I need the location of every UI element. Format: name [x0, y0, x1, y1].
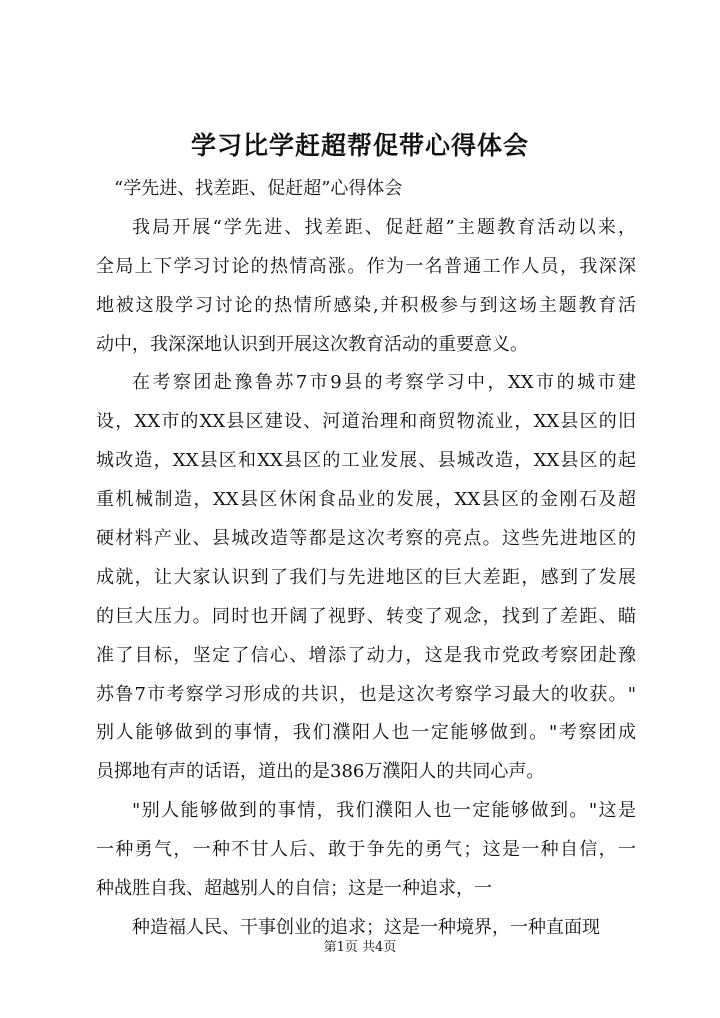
document-body [96, 170, 636, 948]
paragraph-line: 一种勇气，一种不甘人后、敢于争先的勇气；这是一种自信，一 [96, 839, 636, 861]
paragraph-line: 准了目标，坚定了信心、增添了动力，这是我市党政考察团赴豫 [96, 644, 636, 666]
paragraph-line: 设，XX市的XX县区建设、河道治理和商贸物流业，XX县区的旧 [96, 411, 636, 433]
paragraph-line: 员掷地有声的话语，道出的是386万濮阳人的共同心声。 [96, 761, 545, 783]
paragraph-line: 我局开展“学先进、找差距、促赶超”主题教育活动以来， [132, 216, 636, 238]
paragraph-line: 动中，我深深地认识到开展这次教育活动的重要意义。 [96, 333, 528, 355]
paragraph-line: 重机械制造，XX县区休闲食品业的发展，XX县区的金刚石及超 [96, 489, 636, 511]
paragraph-line: 种造福人民、干事创业的追求；这是一种境界，一种直面现 [132, 916, 600, 938]
paragraph-line: 硬材料产业、县城改造等都是这次考察的亮点。这些先进地区的 [96, 528, 636, 550]
paragraph-line: 城改造，XX县区和XX县区的工业发展、县城改造，XX县区的起 [96, 450, 636, 472]
paragraph-line: 成就，让大家认识到了我们与先进地区的巨大差距，感到了发展 [96, 566, 636, 588]
paragraph-line: 种战胜自我、超越别人的自信；这是一种追求，一 [96, 878, 492, 900]
paragraph-line: 全局上下学习讨论的热情高涨。作为一名普通工作人员，我深深 [96, 255, 636, 277]
document-subtitle: “学先进、找差距、促赶超”心得体会 [114, 178, 403, 199]
paragraph-line: 在考察团赴豫鲁苏7市9县的考察学习中，XX市的城市建 [132, 372, 636, 394]
page-indicator: 第1页 共4页 [323, 940, 397, 955]
paragraph-line: "别人能够做到的事情，我们濮阳人也一定能够做到。"这是 [132, 800, 636, 822]
paragraph-line: 的巨大压力。同时也开阔了视野、转变了观念，找到了差距、瞄 [96, 605, 636, 627]
paragraph-line: 苏鲁7市考察学习形成的共识，也是这次考察学习最大的收获。" [96, 683, 636, 705]
paragraph-line: 别人能够做到的事情，我们濮阳人也一定能够做到。"考察团成 [96, 722, 636, 744]
paragraph-line: 地被这股学习讨论的热情所感染,并积极参与到这场主题教育活 [96, 294, 636, 316]
document-title: 学习比学赶超帮促带心得体会 [190, 131, 529, 160]
